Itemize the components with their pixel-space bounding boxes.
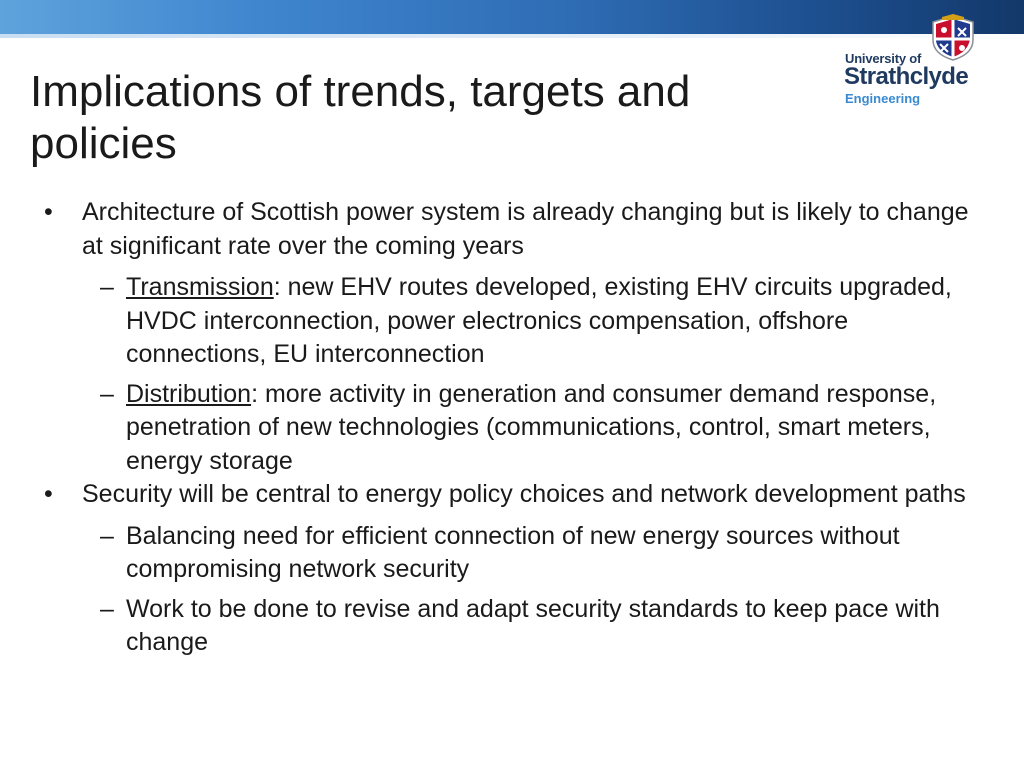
bullet-architecture [44, 196, 994, 263]
sub-bullet-text: : new EHV routes developed, existing EHV circuits upgraded, HVDC interconnection, power electronics compensation, offshore connections, EU interconnection [126, 273, 952, 368]
sub-bullet-dash: – [100, 379, 114, 408]
slide-title: Implications of trends, targets and policies [30, 67, 691, 168]
bullet-text: Security will be central to energy policy choices and network development paths [82, 480, 966, 508]
logo-engineering: Engineering [845, 91, 921, 106]
slide-body [44, 196, 994, 660]
crest-icon [928, 14, 978, 62]
logo-strathclyde: Strathclyde [844, 63, 969, 90]
sub-bullet-label: Distribution [126, 379, 252, 408]
sub-bullet-dash: – [100, 273, 114, 301]
sub-bullet-label: Transmission [126, 273, 274, 301]
sub-bullet-dash: – [100, 521, 114, 550]
sub-bullet-dash: – [100, 594, 114, 623]
sub-bullet-text: Work to be done to revise and adapt security standards to keep pace with change [126, 594, 940, 656]
logo-university-of: University of [845, 51, 922, 66]
sub-bullet-text: : more activity in generation and consumer demand response, penetration of new technologies (communications, control, smart meters, energy storage [126, 379, 937, 475]
bullet-dot: • [44, 198, 53, 226]
bullet-text: Architecture of Scottish power system is already changing but is likely to change at significant rate over the coming years [82, 198, 969, 260]
sub-bullet-standards [44, 593, 994, 660]
bullet-security [44, 478, 994, 512]
sub-bullet-balancing [44, 520, 994, 587]
sub-bullet-distribution [44, 378, 994, 479]
university-logo [840, 14, 990, 114]
sub-bullet-transmission [44, 271, 994, 372]
sub-bullet-text: Balancing need for efficient connection of new energy sources without compromising network security [126, 521, 900, 583]
bullet-dot: • [44, 480, 53, 508]
